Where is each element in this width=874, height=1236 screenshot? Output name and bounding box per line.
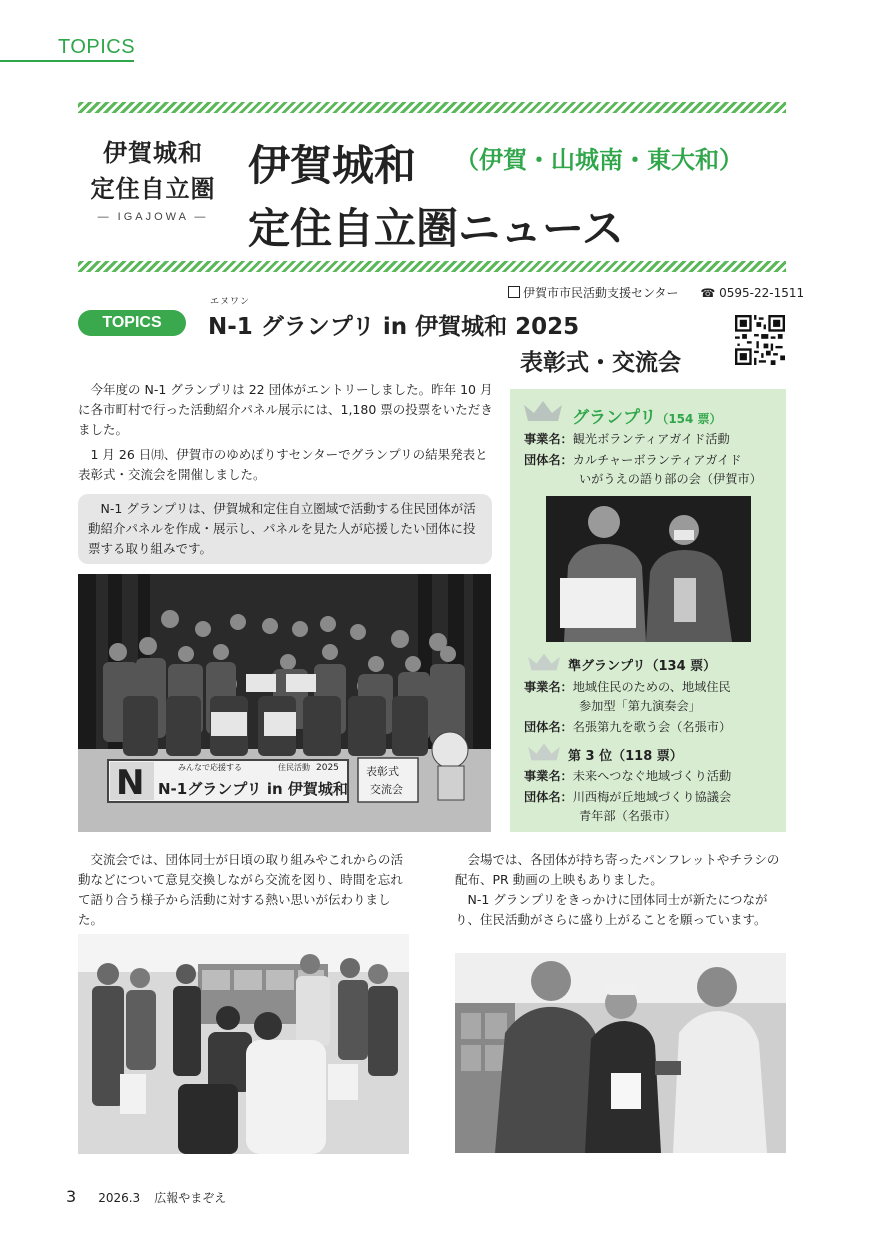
semi-grand-prix-heading: 準グランプリ（134 票） xyxy=(568,659,717,674)
top-stripe-divider xyxy=(78,102,786,113)
banner-kind-text: 住民活動 xyxy=(278,763,310,772)
title-ruby: エヌワン xyxy=(210,297,251,307)
grand-prix-project xyxy=(524,430,782,449)
contact-info xyxy=(508,284,804,301)
building-icon xyxy=(508,286,520,298)
grand-prix-count: （154 票） xyxy=(656,412,722,426)
explanation-box: N-1 グランプリは、伊賀城和定住自立圏域で活動する住民団体が活動紹介パネルを作成・展示し、パネルを見た人が応援したい団体に投票する取り組みです。 xyxy=(78,494,492,564)
semi-group-label: 団体名： xyxy=(524,720,573,734)
bottom-stripe-divider xyxy=(78,261,786,272)
logo-line3: — IGAJOWA — xyxy=(97,211,209,223)
semi-project-label: 事業名： xyxy=(524,680,573,694)
intro-paragraph-1: 今年度の N-1 グランプリは 22 団体がエントリーしました。昨年 10 月に各市町村で行った活動紹介パネル展示には、1,180 票の投票をいただきました。 xyxy=(78,382,493,437)
svg-text:表彰式: 表彰式 xyxy=(366,765,399,778)
news-title-line1: 伊賀城和 xyxy=(248,141,417,190)
grand-project-label: 事業名： xyxy=(524,432,573,446)
section-header-underline xyxy=(0,60,134,62)
article-title: N-1 グランプリ in 伊賀城和 2025 xyxy=(208,314,580,340)
grand-project: 観光ボランティアガイド活動 xyxy=(572,432,730,446)
logo-line1: 伊賀城和 xyxy=(103,139,203,167)
issue-date: 2026.3 xyxy=(98,1191,141,1205)
news-title-subregions: （伊賀・山城南・東大和） xyxy=(455,146,743,174)
semi-project-cont: 参加型「第九演奏会」 xyxy=(579,699,701,713)
semi-project-text: 地域住民のための、地域住民 xyxy=(572,680,731,694)
intro-paragraph-2: 1 月 26 日㈪、伊賀市のゆめぽりすセンターでグランプリの結果発表と表彰式・交流会を開催しました。 xyxy=(78,447,488,482)
contact-org: 伊賀市市民活動支援センター xyxy=(523,286,679,300)
crown-bronze-icon xyxy=(525,742,563,762)
exchange-paragraph: 交流会では、団体同士が日頃の取り組みやこれからの活動などについて意見交換しながら交流を図り、時間を忘れて語り合う様子から活動に対する熱い思いが伝わりました。 xyxy=(78,852,404,927)
grand-prix-group xyxy=(524,451,782,489)
article-subtitle: 表彰式・交流会 xyxy=(520,350,681,376)
svg-text:N: N xyxy=(116,763,145,803)
banner-main-text: N-1グランプリ in 伊賀城和 xyxy=(158,780,348,798)
qr-code-icon[interactable] xyxy=(735,315,785,365)
page-number: 3 xyxy=(66,1187,77,1206)
exchange-photo xyxy=(78,934,409,1154)
news-title-line2: 定住自立圏ニュース xyxy=(248,204,624,253)
banner-small-text: みんなで応援する xyxy=(178,763,242,772)
page-footer xyxy=(66,1187,226,1206)
third-group-text: 川西梅が丘地域づくり協議会 xyxy=(572,790,732,804)
group-photo xyxy=(78,574,491,832)
grand-prix-heading xyxy=(572,403,722,428)
grand-group-label: 団体名： xyxy=(524,453,573,467)
crown-silver-icon xyxy=(525,652,563,672)
grand-prix-title: グランプリ xyxy=(572,408,657,428)
semi-group xyxy=(524,718,782,737)
contact-tel: ☎ 0595-22-1511 xyxy=(700,286,805,300)
third-place-heading: 第 3 位（118 票） xyxy=(568,749,683,764)
semi-group-text: 名張第九を歌う会（名張市） xyxy=(572,720,732,734)
banner-year-text: 2025 xyxy=(316,763,339,773)
venue-paragraph: 会場では、各団体が持ち寄ったパンフレットやチラシの配布、PR 動画の上映もありました。 xyxy=(455,852,780,887)
igajowa-logo xyxy=(78,135,228,245)
third-project-text: 未来へつなぐ地域づくり活動 xyxy=(572,769,732,783)
grand-prix-photo xyxy=(546,496,751,642)
svg-text:交流会: 交流会 xyxy=(370,783,403,796)
crown-gold-icon xyxy=(522,399,564,423)
grand-group: カルチャーボランティアガイド xyxy=(572,453,742,467)
section-header: TOPICS xyxy=(58,36,136,58)
semi-project xyxy=(524,678,782,716)
logo-line2: 定住自立圏 xyxy=(90,175,216,203)
third-group-cont: 青年部（名張市） xyxy=(579,809,677,823)
closing-paragraph: N-1 グランプリをきっかけに団体同士が新たにつながり、住民活動がさらに盛り上がることを願っています。 xyxy=(455,892,768,927)
third-project xyxy=(524,767,782,786)
grand-group-cont: いがうえの語り部の会（伊賀市） xyxy=(579,472,762,486)
topics-badge: TOPICS xyxy=(78,310,186,336)
venue-photo xyxy=(455,953,786,1153)
third-group-label: 団体名： xyxy=(524,790,573,804)
third-group xyxy=(524,788,782,826)
magazine-name: 広報やまぞえ xyxy=(154,1191,227,1205)
third-project-label: 事業名： xyxy=(524,769,573,783)
